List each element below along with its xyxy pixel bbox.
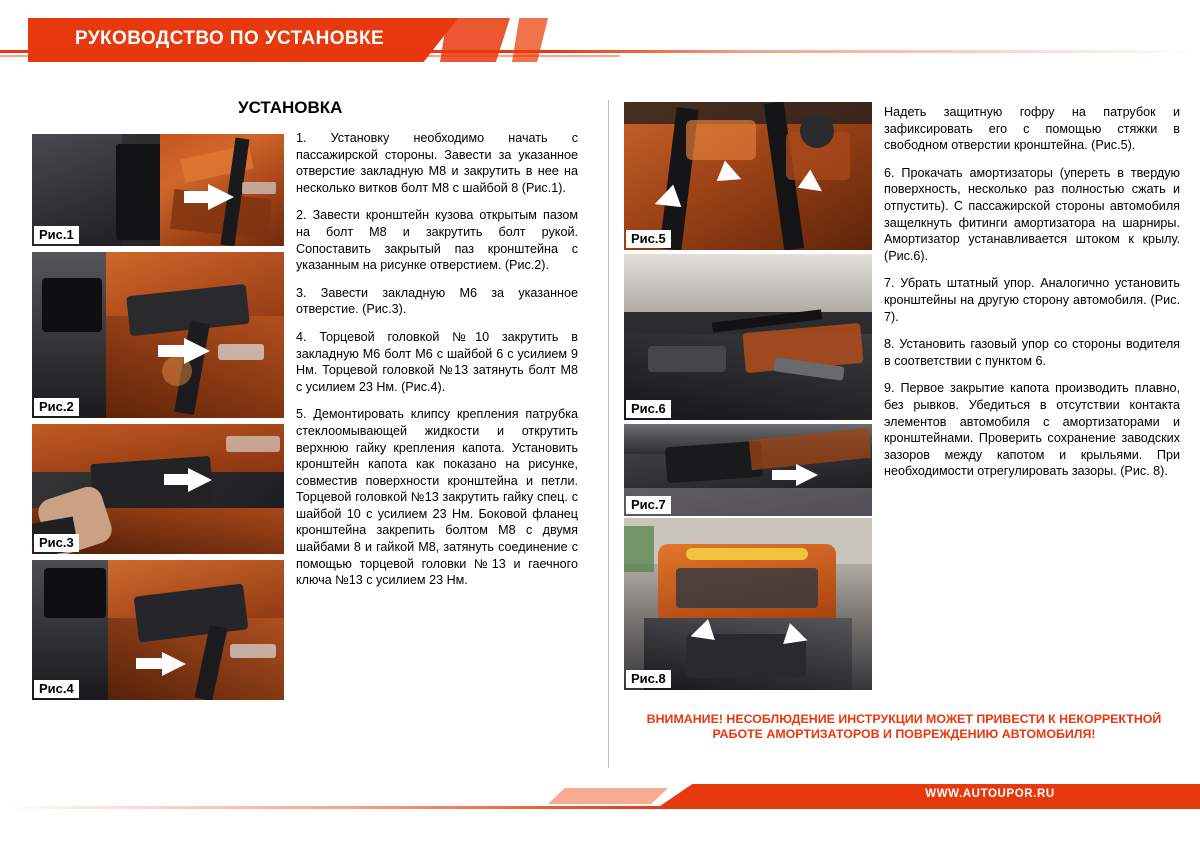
figure-label-6: Рис.6 [626,400,671,418]
annotation-arrow [188,468,212,492]
step-paragraph-8: 7. Убрать штатный упор. Аналогично установить кронштейны на другую сторону автомобиля. (Рис. 7). [884,276,1180,324]
annotation-arrow [162,652,186,676]
figure-label-2: Рис.2 [34,398,79,416]
warning-text: ВНИМАНИЕ! НЕСОБЛЮДЕНИЕ ИНСТРУКЦИИ МОЖЕТ ПРИВЕСТИ К НЕКОРРЕКТНОЙ РАБОТЕ АМОРТИЗАТОРОВ И ПОВРЕЖДЕНИЮ АВТОМОБИЛЯ! [646,712,1162,741]
footer-website-url: WWW.AUTOUPOR.RU [925,788,1055,800]
step-paragraph-10: 9. Первое закрытие капота производить плавно, без рывков. Убедиться в отсутствии контакта элементов автомобиля с амортизаторами и кронштейнами. Проверить сохранение заводских зазоров между капотом и крыльями. При необходимости отрегулировать зазоры. (Рис. 8). [884,381,1180,479]
footer-divider-line [0,806,1200,809]
step-paragraph-1: 1. Установку необходимо начать с пассажирской стороны. Завести за указанное отверстие закладную М8 и закрутить в нее на несколько витков болт М8 с шайбой 8 (Рис.1). [296,131,578,195]
footer-accent-shape [548,788,668,804]
figure-label-4: Рис.4 [34,680,79,698]
figure-label-7: Рис.7 [626,496,671,514]
figure-image-6 [624,254,872,420]
document-title: РУКОВОДСТВО ПО УСТАНОВКЕ [75,28,385,49]
document-footer [0,780,1200,830]
figure-label-8: Рис.8 [626,670,671,688]
figure-label-5: Рис.5 [626,230,671,248]
figure-image-2 [32,252,284,418]
column-divider [608,100,609,768]
figure-image-1 [32,134,284,246]
step-paragraph-9: 8. Установить газовый упор со стороны водителя в соответствии с пунктом 6. [884,337,1180,368]
section-title: УСТАНОВКА [238,98,343,117]
document-header [0,18,1200,70]
annotation-arrow [184,338,210,364]
figure-image-5 [624,102,872,250]
figure-image-7 [624,424,872,516]
step-paragraph-5: 5. Демонтировать клипсу крепления патрубка стеклоомывающей жидкости и открутить верхнюю гайку крепления капота. Установить кронштейн капота как показано на рисунке, совместив поверхности кронштейна и петли. Торцевой головкой №13 закрутить гайку спец. с шайбой 10 с усилием 23 Нм. Боковой фланец кронштейна закрепить болтом М8 с двумя шайбами 8 и гайкой М8, затянуть соединение с помощью торцевой головки №13 и гаечного ключа №13 с усилием 23 Нм. [296,407,578,588]
step-paragraph-7: 6. Прокачать амортизаторы (уперeть в твердую поверхность, несколько раз полностью сжать и отпустить). С пассажирской стороны автомобиля защелкнуть фитинги амортизатора на шарниры. Амортизатор устанавливается штоком к крылу. (Рис.6). [884,165,1180,263]
annotation-arrow [796,464,818,486]
header-divider-line [0,50,1200,53]
figure-label-3: Рис.3 [34,534,79,552]
figure-image-8 [624,518,872,690]
instructions-right-column [884,104,1180,480]
figure-label-1: Рис.1 [34,226,79,244]
figure-image-3 [32,424,284,554]
step-paragraph-3: 3. Завести закладную М6 за указанное отверстие. (Рис.3). [296,285,578,317]
header-divider-line-secondary [0,55,620,57]
step-paragraph-2: 2. Завести кронштейн кузова открытым пазом на болт М8 и закрутить болт рукой. Сопоставить закрытый паз кронштейна с указанным на рисунке отверстием. (Рис.2). [296,208,578,273]
figure-image-4 [32,560,284,700]
instructions-left-column [296,130,578,589]
step-paragraph-4: 4. Торцевой головкой №10 закрутить в закладную М6 болт М6 с шайбой 6 с усилием 9 Нм. Торцевой головкой №13 затянуть болт М8 с усилием 23 Нм. (Рис.4). [296,329,578,394]
step-paragraph-6: Надеть защитную гофру на патрубок и зафиксировать его с помощью стяжки в свободном отверстии кронштейна. (Рис.5). [884,105,1180,153]
